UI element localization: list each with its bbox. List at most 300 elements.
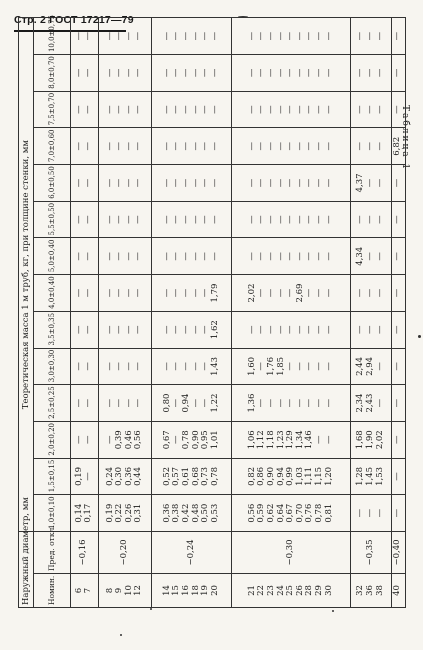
mass-value: 0,70	[294, 503, 305, 523]
scan-speck	[418, 335, 421, 338]
mass-value: —	[275, 215, 286, 224]
mass-value: —	[123, 31, 134, 41]
table-caption: Таблица 1	[400, 105, 410, 172]
mass-cell	[98, 385, 152, 422]
mass-value: —	[364, 105, 375, 114]
mass-cell	[231, 311, 350, 348]
mass-value: —	[246, 68, 257, 78]
wall-thickness-header: 5,0±0,40	[34, 238, 71, 275]
mass-value: —	[392, 398, 403, 408]
mass-value: —	[265, 105, 276, 114]
mass-value: —	[294, 142, 305, 151]
mass-value: —	[171, 288, 182, 298]
mass-value: —	[304, 178, 315, 188]
mass-value: —	[180, 362, 191, 371]
mass-value: —	[313, 435, 324, 445]
mass-value: —	[304, 325, 315, 334]
mass-cell	[152, 458, 232, 495]
mass-value: 0,64	[275, 503, 286, 523]
mass-cell	[152, 385, 232, 422]
nominal-value: 40	[392, 585, 403, 596]
nominal-value: 32	[355, 585, 366, 596]
mass-value: 0,31	[133, 503, 144, 523]
mass-value: —	[285, 398, 296, 408]
mass-value: —	[73, 31, 84, 41]
mass-cell	[231, 348, 350, 385]
mass-value: —	[123, 288, 134, 298]
mass-header: Теоретическая масса 1 м труб, кг, при толщине стенки, мм	[19, 18, 34, 532]
mass-cell	[152, 128, 232, 165]
mass-cell	[71, 55, 99, 92]
mass-value: —	[180, 142, 191, 151]
mass-value: 0,61	[180, 466, 191, 486]
mass-cell	[152, 18, 232, 55]
mass-value: —	[275, 178, 286, 188]
mass-value: —	[392, 508, 403, 518]
mass-value: 1,79	[209, 283, 220, 303]
mass-value: —	[200, 288, 211, 298]
mass-value: —	[180, 215, 191, 224]
mass-value: —	[355, 215, 366, 224]
mass-value: 0,26	[123, 503, 134, 523]
nominal-value: 9	[114, 587, 125, 594]
mass-value: —	[190, 178, 201, 188]
mass-value: —	[392, 68, 403, 78]
mass-cell	[391, 311, 405, 348]
mass-value: —	[83, 215, 94, 224]
mass-value: —	[364, 68, 375, 78]
mass-value: —	[285, 31, 296, 41]
mass-value: 1,22	[209, 393, 220, 413]
mass-value: —	[123, 362, 134, 371]
mass-value: —	[374, 142, 385, 151]
mass-value: 1,62	[209, 320, 220, 340]
mass-cell	[71, 421, 99, 458]
mass-value: —	[313, 398, 324, 408]
mass-cell	[231, 275, 350, 312]
mass-cell	[98, 458, 152, 495]
wall-thickness-header: 10,0±0,75	[34, 18, 71, 55]
mass-value: 0,59	[256, 503, 267, 523]
mass-value: —	[83, 398, 94, 408]
mass-value: —	[73, 105, 84, 114]
mass-value: —	[392, 252, 403, 261]
mass-value: —	[161, 142, 172, 151]
mass-cell	[71, 458, 99, 495]
mass-value: —	[123, 68, 134, 78]
mass-value: 0,19	[104, 503, 115, 523]
mass-cell	[231, 18, 350, 55]
tolerance-cell: −0,24	[152, 531, 232, 573]
mass-value: —	[265, 31, 276, 41]
mass-value: 0,56	[133, 430, 144, 450]
mass-value: —	[200, 142, 211, 151]
mass-value: 0,62	[265, 503, 276, 523]
nominal-value: 16	[180, 585, 191, 596]
mass-value: —	[171, 325, 182, 334]
mass-value: 2,02	[246, 283, 257, 303]
nominal-value: 8	[104, 587, 115, 594]
mass-value: —	[323, 215, 334, 224]
wall-thickness-header: 1,5±0,15	[34, 458, 71, 495]
mass-value: —	[133, 252, 144, 261]
mass-value: —	[265, 215, 276, 224]
mass-value: —	[256, 325, 267, 334]
mass-cell	[71, 311, 99, 348]
mass-cell	[98, 311, 152, 348]
mass-value: 0,78	[313, 503, 324, 523]
mass-value: —	[304, 142, 315, 151]
mass-value: —	[323, 325, 334, 334]
mass-cell	[71, 91, 99, 128]
nominal-value: 23	[265, 585, 276, 596]
mass-value: —	[256, 68, 267, 78]
mass-value: —	[190, 31, 201, 41]
mass-value: —	[374, 325, 385, 334]
mass-value: —	[323, 178, 334, 188]
mass-value: —	[313, 178, 324, 188]
mass-value: —	[355, 508, 366, 518]
tolerance-cell: −0,40	[391, 531, 405, 573]
mass-value: —	[104, 325, 115, 334]
mass-value: —	[83, 142, 94, 151]
mass-value: —	[83, 178, 94, 188]
nominal-value: 7	[83, 587, 94, 594]
mass-value: —	[73, 435, 84, 445]
mass-cell	[71, 201, 99, 238]
mass-value: —	[104, 215, 115, 224]
mass-value: 2,43	[364, 393, 375, 413]
mass-value: —	[180, 68, 191, 78]
mass-value: —	[265, 325, 276, 334]
mass-value: —	[392, 215, 403, 224]
mass-value: 0,36	[161, 503, 172, 523]
mass-cell	[391, 458, 405, 495]
mass-value: —	[275, 252, 286, 261]
mass-cell	[350, 55, 391, 92]
mass-value: —	[294, 252, 305, 261]
mass-value: —	[73, 288, 84, 298]
mass-value: 2,44	[355, 356, 366, 376]
mass-value: —	[392, 31, 403, 41]
mass-value: —	[180, 178, 191, 188]
mass-cell	[391, 165, 405, 202]
wall-thickness-header: 8,0±0,70	[34, 55, 71, 92]
mass-value: —	[364, 178, 375, 188]
mass-value: —	[355, 142, 366, 151]
mass-value: —	[392, 178, 403, 188]
nominal-value: 10	[123, 585, 134, 596]
mass-value: 0,53	[209, 503, 220, 523]
mass-value: —	[200, 398, 211, 408]
wall-thickness-header: 7,5±0,70	[34, 91, 71, 128]
mass-value: —	[313, 68, 324, 78]
mass-cell	[71, 165, 99, 202]
mass-value: —	[313, 105, 324, 114]
mass-value: —	[209, 142, 220, 151]
mass-value: —	[323, 68, 334, 78]
mass-value: —	[294, 178, 305, 188]
mass-value: 0,76	[304, 503, 315, 523]
nominal-value: 29	[313, 585, 324, 596]
mass-cell	[98, 18, 152, 55]
mass-cell	[391, 91, 405, 128]
wall-thickness-header: 7,0±0,60	[34, 128, 71, 165]
mass-cell	[152, 348, 232, 385]
mass-value: 0,90	[265, 466, 276, 486]
mass-value: 0,78	[180, 430, 191, 450]
mass-value: —	[364, 252, 375, 261]
mass-value: —	[265, 288, 276, 298]
mass-value: —	[265, 252, 276, 261]
mass-value: 6,82	[392, 136, 403, 156]
scan-speck	[150, 608, 152, 610]
mass-value: 1,43	[209, 356, 220, 376]
wall-thickness-header: 6,0±0,50	[34, 165, 71, 202]
mass-value: 0,99	[285, 466, 296, 486]
mass-cell	[98, 165, 152, 202]
mass-value: 0,22	[114, 503, 125, 523]
nominal-cell	[391, 574, 405, 608]
mass-cell	[152, 275, 232, 312]
mass-cell	[350, 275, 391, 312]
mass-value: —	[374, 508, 385, 518]
mass-value: —	[171, 252, 182, 261]
mass-value: —	[256, 252, 267, 261]
mass-value: 1,45	[364, 466, 375, 486]
mass-value: —	[323, 435, 334, 445]
mass-value: —	[275, 142, 286, 151]
mass-cell	[98, 128, 152, 165]
mass-value: —	[304, 288, 315, 298]
mass-value: —	[171, 68, 182, 78]
table-row	[391, 18, 405, 608]
mass-value: —	[180, 288, 191, 298]
mass-cell	[71, 275, 99, 312]
mass-value: —	[265, 178, 276, 188]
mass-value: 2,94	[364, 356, 375, 376]
mass-value: —	[364, 31, 375, 41]
mass-value: —	[313, 215, 324, 224]
mass-cell	[98, 348, 152, 385]
nominal-value: 15	[171, 585, 182, 596]
mass-value: —	[364, 508, 375, 518]
mass-value: 0,95	[200, 430, 211, 450]
mass-value: —	[294, 325, 305, 334]
mass-value: —	[114, 398, 125, 408]
mass-value: —	[246, 325, 257, 334]
mass-value: —	[83, 325, 94, 334]
mass-value: —	[180, 31, 191, 41]
mass-value: —	[323, 105, 334, 114]
mass-value: —	[246, 178, 257, 188]
mass-cell	[350, 238, 391, 275]
mass-value: —	[104, 178, 115, 188]
mass-value: 0,24	[104, 466, 115, 486]
mass-value: 0,82	[246, 466, 257, 486]
mass-cell	[391, 348, 405, 385]
mass-value: —	[104, 68, 115, 78]
mass-value: 0,38	[171, 503, 182, 523]
mass-value: —	[171, 362, 182, 371]
mass-value: —	[285, 68, 296, 78]
mass-value: —	[161, 325, 172, 334]
mass-value: —	[133, 362, 144, 371]
mass-cell	[350, 18, 391, 55]
nominal-cell	[71, 574, 99, 608]
mass-value: 1,12	[256, 430, 267, 450]
mass-value: —	[83, 105, 94, 114]
mass-value: 0,67	[161, 430, 172, 450]
mass-value: —	[171, 435, 182, 445]
mass-value: —	[374, 68, 385, 78]
nominal-value: 30	[323, 585, 334, 596]
mass-value: —	[123, 142, 134, 151]
mass-cell	[98, 421, 152, 458]
mass-value: 4,34	[355, 246, 366, 266]
mass-value: —	[133, 215, 144, 224]
mass-cell	[391, 421, 405, 458]
mass-value: —	[246, 31, 257, 41]
mass-value: —	[323, 362, 334, 371]
mass-table	[18, 17, 406, 608]
mass-value: —	[200, 252, 211, 261]
mass-value: —	[285, 252, 296, 261]
mass-value: —	[200, 68, 211, 78]
mass-value: 1,85	[275, 356, 286, 376]
mass-value: 1,60	[246, 356, 257, 376]
mass-value: 1,76	[265, 356, 276, 376]
mass-value: —	[275, 105, 286, 114]
mass-value: —	[294, 68, 305, 78]
mass-value: —	[104, 252, 115, 261]
mass-value: —	[133, 288, 144, 298]
mass-cell	[350, 201, 391, 238]
mass-value: —	[114, 215, 125, 224]
wall-thickness-header: 4,0±0,40	[34, 275, 71, 312]
mass-value: —	[256, 105, 267, 114]
mass-value: —	[73, 398, 84, 408]
nominal-value: 25	[285, 585, 296, 596]
mass-value: —	[355, 68, 366, 78]
mass-value: —	[256, 142, 267, 151]
scan-speck	[332, 610, 334, 612]
mass-value: —	[285, 105, 296, 114]
mass-value: —	[123, 178, 134, 188]
mass-value: 0,94	[275, 466, 286, 486]
mass-value: 0,56	[246, 503, 257, 523]
mass-value: —	[200, 31, 211, 41]
mass-cell	[98, 238, 152, 275]
wall-thickness-header: 3,0±0,30	[34, 348, 71, 385]
mass-value: —	[323, 398, 334, 408]
mass-cell	[231, 495, 350, 532]
outer-diameter-header: Наружный диаметр, мм	[19, 531, 34, 607]
mass-value: —	[190, 325, 201, 334]
mass-cell	[152, 55, 232, 92]
mass-cell	[152, 91, 232, 128]
nominal-value: 21	[246, 585, 257, 596]
mass-cell	[98, 495, 152, 532]
mass-value: —	[114, 325, 125, 334]
mass-cell	[350, 348, 391, 385]
nominal-value: 19	[200, 585, 211, 596]
mass-value: 1,01	[209, 430, 220, 450]
mass-value: —	[73, 142, 84, 151]
mass-value: —	[190, 362, 201, 371]
mass-value: —	[200, 105, 211, 114]
scan-speck	[120, 634, 122, 636]
mass-cell	[231, 201, 350, 238]
mass-value: —	[374, 252, 385, 261]
mass-value: 1,11	[304, 466, 315, 486]
mass-value: 1,36	[246, 393, 257, 413]
mass-value: —	[313, 325, 324, 334]
mass-value: —	[104, 142, 115, 151]
mass-cell	[231, 421, 350, 458]
mass-value: —	[190, 252, 201, 261]
mass-value: 2,34	[355, 393, 366, 413]
mass-value: —	[275, 288, 286, 298]
mass-value: —	[374, 215, 385, 224]
mass-value: 1,15	[313, 466, 324, 486]
mass-value: —	[83, 435, 94, 445]
mass-value: 1,03	[294, 466, 305, 486]
mass-value: —	[294, 398, 305, 408]
mass-value: —	[114, 68, 125, 78]
nominal-value: 18	[190, 585, 201, 596]
mass-value: 1,29	[285, 430, 296, 450]
mass-value: 2,02	[374, 430, 385, 450]
mass-value: —	[294, 105, 305, 114]
mass-value: —	[180, 105, 191, 114]
mass-value: —	[190, 68, 201, 78]
mass-value: —	[374, 288, 385, 298]
nominal-value: 24	[275, 585, 286, 596]
mass-cell	[350, 165, 391, 202]
mass-value: —	[275, 68, 286, 78]
nominal-cell	[231, 574, 350, 608]
mass-cell	[231, 91, 350, 128]
mass-value: —	[171, 105, 182, 114]
table-row	[98, 18, 152, 608]
mass-value: —	[285, 325, 296, 334]
mass-value: —	[83, 362, 94, 371]
mass-value: 1,28	[355, 466, 366, 486]
mass-cell	[98, 91, 152, 128]
mass-value: —	[161, 105, 172, 114]
mass-value: —	[275, 325, 286, 334]
mass-value: —	[73, 178, 84, 188]
mass-cell	[152, 495, 232, 532]
mass-cell	[391, 18, 405, 55]
mass-value: 0,46	[123, 430, 134, 450]
mass-value: —	[114, 252, 125, 261]
mass-value: —	[294, 362, 305, 371]
mass-value: —	[104, 288, 115, 298]
mass-value: 0,44	[133, 466, 144, 486]
mass-value: —	[133, 325, 144, 334]
mass-value: 0,14	[73, 503, 84, 523]
rotated-table-container	[18, 15, 406, 608]
mass-value: 1,34	[294, 430, 305, 450]
mass-value: —	[83, 31, 94, 41]
tolerance-header: Пред. откл.	[34, 531, 71, 573]
mass-value: —	[256, 215, 267, 224]
mass-value: 1,23	[275, 430, 286, 450]
mass-value: —	[190, 105, 201, 114]
mass-value: 0,19	[73, 466, 84, 486]
